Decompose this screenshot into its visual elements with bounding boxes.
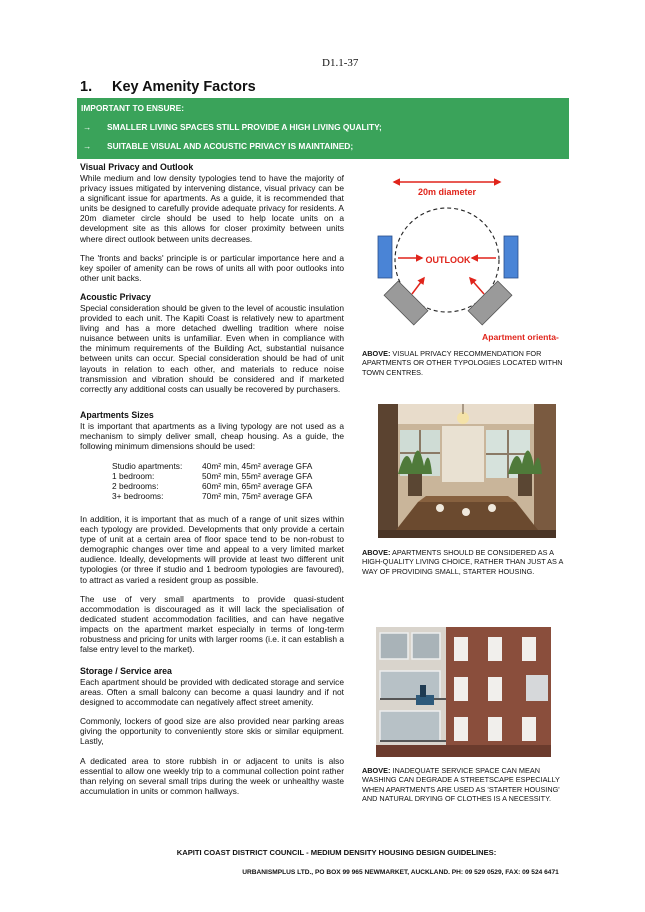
section-title (80, 79, 256, 95)
apartment-sizes-table (112, 461, 312, 501)
section-title-text: Key Amenity Factors (112, 79, 256, 95)
size-type: 2 bedrooms: (112, 481, 159, 492)
apartment-sizes-continued (80, 514, 344, 654)
apartment-sizes-para-2: In addition, it is important that as much of a range of unit sizes within each typology are provided. Developments that only provide a certain type of unit at a certain area of floor space tend to be non-robust to demographic changes over time and appeal to a very limited market audience. Ideally, developments will provide at least two different unit typologies (or three if studio and 1 bedroom typologies are favoured), to attract as varied a resident group as possible. (80, 514, 344, 585)
apartment-sizes-para-3: The use of very small apartments to provide quasi-student accommodation is discouraged as it will lack the specialisation of dedicated student accommodation facilities, and can have negative impacts on the apartment market especially in terms of long-term robustness and pricing for units with larger rooms (i.e. it can establish a false entry level to the market). (80, 593, 344, 655)
visual-privacy-para-1: While medium and low density typologies tend to have the majority of privacy issues mitigated by intervening distance, visual privacy can be a significant issue for apartments. As a guide, it is recommended that units be designed to carefully provide adequate privacy for residents. A 20m diameter circle should be used to help locate units on a development site as this allows for closer proximity between units where direct outlook between units decreases. (80, 173, 344, 244)
orientation-label: Apartment orienta- (482, 332, 559, 342)
banner-heading: IMPORTANT TO ENSURE: (81, 103, 184, 113)
arrow-right-icon: → (83, 122, 92, 132)
acoustic-privacy-heading: Acoustic Privacy (80, 292, 151, 302)
size-type: Studio apartments: (112, 461, 183, 471)
caption-diagram (362, 349, 572, 377)
storage-para-3: A dedicated area to store rubbish in or adjacent to units is also essential to allow one weekly trip to a communal collection point rather than relying on several small trips during the week or unhealthy waste accumulation in units or common hallways. (80, 755, 344, 796)
important-banner (77, 98, 569, 159)
apartment-building-photo (376, 627, 551, 757)
banner-item: SMALLER LIVING SPACES STILL PROVIDE A HIGH LIVING QUALITY; (107, 122, 382, 132)
outlook-arrow (412, 278, 424, 294)
apartment-sizes-intro: It is important that apartments as a living typology are not used as a mechanism to simply deliver small, cheap housing. As a guide, the following minimum dimensions should be used: (80, 421, 344, 452)
storage-heading: Storage / Service area (80, 666, 172, 676)
caption-above-label: ABOVE: (362, 349, 391, 358)
section-number: 1. (80, 79, 93, 95)
unit-bottom-left (384, 281, 428, 325)
dining-room-photo (378, 404, 556, 538)
acoustic-privacy-para: Special consideration should be given to the level of acoustic insulation provided to each unit. The Kapiti Coast is relatively new to apartment living and has a more detached dwelling tradition where noise nuisance between units is unfamiliar. Even when in compliance with the minimum requirements of the Building Act, substantial nuisance between units can occur. Special consideration should be had of unit layouts in relation to each other, and materials to reduce noise transmission and vibration should be considered and if marketed correctly any additional costs can usually be recovered by purchasers. (80, 303, 344, 394)
size-type: 3+ bedrooms: (112, 491, 164, 502)
unit-bottom-right (468, 281, 512, 325)
caption-dining (362, 548, 572, 576)
storage-para-1: Each apartment should be provided with dedicated storage and service areas. Often a small balcony can become a quasi laundry and if not designed to accommodate can negatively affect street amenity. (80, 677, 344, 708)
caption-text: APARTMENTS SHOULD BE CONSIDERED AS A HIGH-QUALITY LIVING CHOICE, RATHER THAN JUST AS A WAY OF PROVIDING SMALL, STARTER HOUSING. (362, 548, 563, 576)
visual-privacy-heading: Visual Privacy and Outlook (80, 162, 194, 172)
apartment-sizes-heading: Apartments Sizes (80, 410, 154, 420)
apartment-sizes-section (80, 410, 344, 451)
table-row (112, 471, 312, 481)
page-reference: D1.1-37 (322, 57, 359, 69)
footer-title: KAPITI COAST DISTRICT COUNCIL - MEDIUM DENSITY HOUSING DESIGN GUIDELINES: (176, 848, 497, 857)
caption-above-label: ABOVE: (362, 766, 391, 775)
size-type: 1 bedroom: (112, 471, 155, 482)
arrow-right-icon: → (83, 141, 92, 151)
storage-section (80, 666, 344, 796)
size-value: 60m² min, 65m² average GFA (202, 481, 313, 492)
caption-above-label: ABOVE: (362, 548, 391, 557)
visual-privacy-section (80, 162, 344, 283)
visual-privacy-para-2: The 'fronts and backs' principle is or particular importance here and a key spoiler of amenity can be rows of units all with poor outlooks into other unit backs. (80, 252, 344, 283)
diameter-label: 20m diameter (417, 187, 477, 197)
banner-item: SUITABLE VISUAL AND ACOUSTIC PRIVACY IS MAINTAINED; (107, 141, 354, 151)
footer-address: URBANISMPLUS LTD., PO BOX 99 965 NEWMARKET, AUCKLAND. PH: 09 529 0529, FAX: 09 524 6471 (242, 869, 559, 876)
outlook-label: OUTLOOK (425, 255, 471, 265)
table-row (112, 481, 312, 491)
table-row (112, 461, 312, 471)
size-value: 70m² min, 75m² average GFA (202, 491, 313, 502)
caption-text: VISUAL PRIVACY RECOMMENDATION FOR APARTMENTS OR OTHER TYPOLOGIES LOCATED WITHN TOWN CENTRES. (362, 349, 563, 377)
acoustic-privacy-section (80, 292, 344, 394)
storage-para-2: Commonly, lockers of good size are also provided near parking areas giving the opportunity to conveniently store skis or similar equipment. Lastly, (80, 716, 344, 747)
unit-left (378, 236, 392, 278)
caption-building (362, 766, 572, 803)
outlook-arrow (470, 278, 484, 294)
table-row (112, 491, 312, 501)
size-value: 40m² min, 45m² average GFA (202, 461, 313, 471)
unit-right (504, 236, 518, 278)
size-value: 50m² min, 55m² average GFA (202, 471, 313, 482)
caption-text: INADEQUATE SERVICE SPACE CAN MEAN WASHING CAN DEGRADE A STREETSCAPE ESPECIALLY WHEN APARTMENTS ARE USED AS 'STARTER HOUSING' AND NATURAL DRYING OF CLOTHES IS A NECESSITY. (362, 766, 560, 803)
privacy-diagram (362, 170, 572, 350)
